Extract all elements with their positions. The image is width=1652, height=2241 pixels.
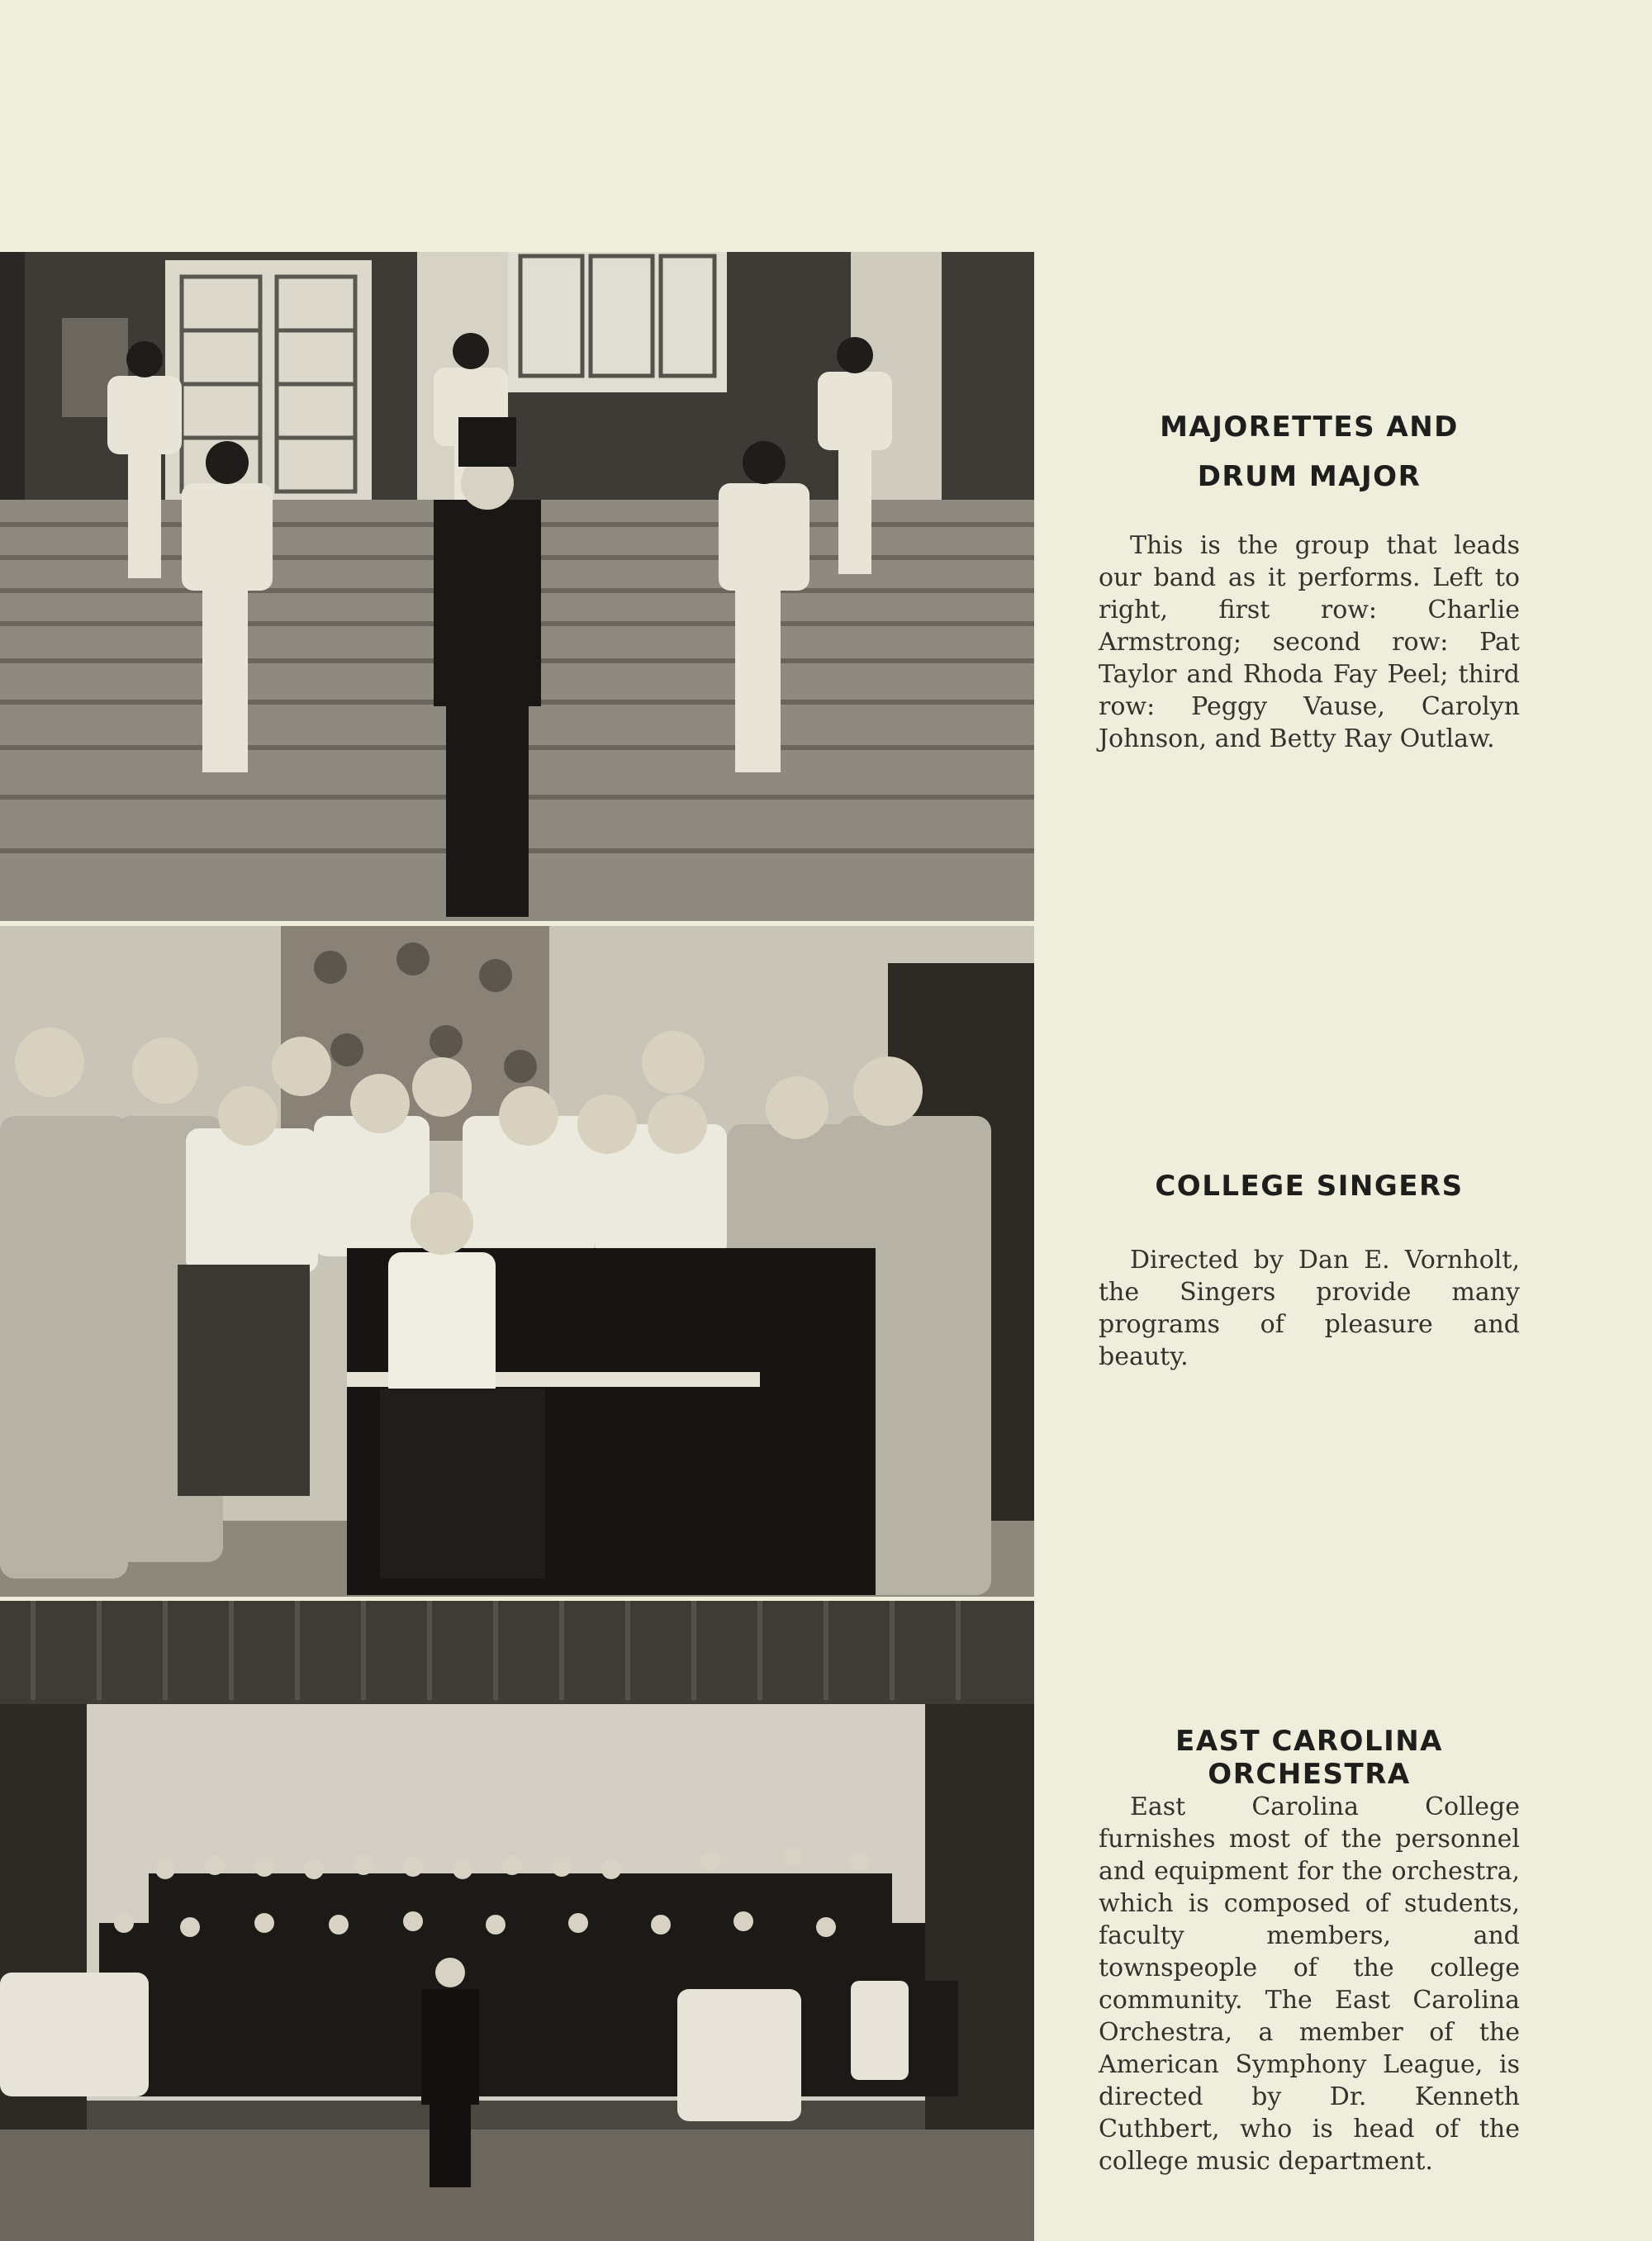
majorettes-photo-image xyxy=(0,252,1034,921)
college-singers-photo-image xyxy=(0,926,1034,1597)
photo-orchestra xyxy=(0,1601,1034,2241)
majorettes-heading-line2: DRUM MAJOR xyxy=(1197,460,1422,493)
orchestra-heading-line2: ORCHESTRA xyxy=(1208,1758,1411,1791)
caption-majorettes xyxy=(1099,402,1520,755)
caption-college-singers xyxy=(1099,1161,1520,1373)
college-singers-body: Directed by Dan E. Vornholt, the Singers provide many programs of pleasure and beauty. xyxy=(1099,1246,1520,1371)
photo-majorettes xyxy=(0,252,1034,921)
majorettes-heading xyxy=(1099,402,1520,501)
orchestra-heading xyxy=(1099,1725,1520,1791)
majorettes-heading-line1: MAJORETTES AND xyxy=(1160,411,1459,444)
orchestra-body: East Carolina College furnishes most of the personnel and equipment for the orchestra, which is composed of students, faculty members, and townspeople of the college community. The East Carolina Orchestra, a member of the American Symphony League, is directed by Dr. Kenneth Cuthbert, who is head of the college music department. xyxy=(1099,1792,1520,2176)
photo-college-singers xyxy=(0,926,1034,1597)
orchestra-photo-image xyxy=(0,1601,1034,2241)
majorettes-body: This is the group that leads our band as it performs. Left to right, first row: Charlie Armstrong; second row: Pat Taylor and Rhoda Fay Peel; third row: Peggy Vause, Carolyn Johnson, and Betty Ray Outlaw. xyxy=(1099,531,1520,753)
college-singers-heading: COLLEGE SINGERS xyxy=(1155,1170,1464,1203)
orchestra-heading-line1: EAST CAROLINA xyxy=(1175,1725,1443,1758)
caption-orchestra xyxy=(1099,1725,1520,2177)
